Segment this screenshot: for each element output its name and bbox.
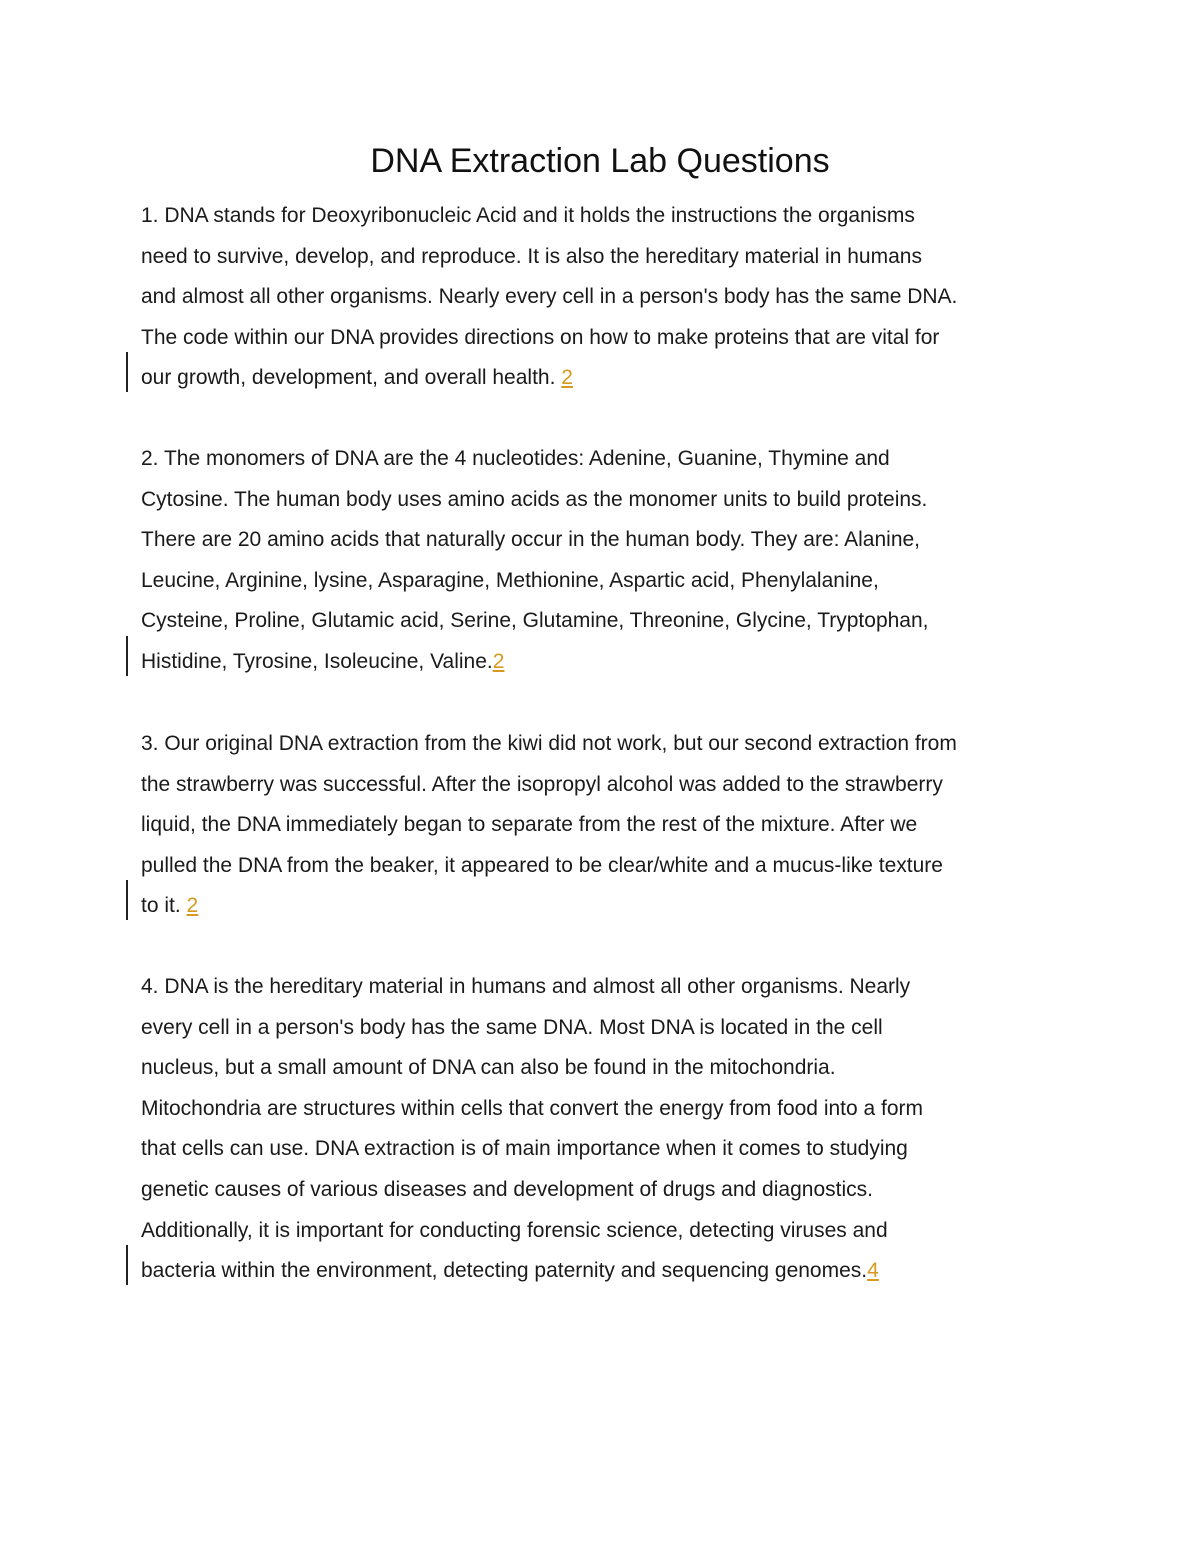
citation-link[interactable]: 2 <box>186 894 199 918</box>
change-bar <box>126 636 128 676</box>
paragraph-line <box>141 358 1071 399</box>
paragraph-line: Cytosine. The human body uses amino acids as the monomer units to build proteins. <box>141 487 928 511</box>
change-bar <box>126 1245 128 1285</box>
change-bar <box>126 880 128 920</box>
paragraph-line: nucleus, but a small amount of DNA can also be found in the mitochondria. <box>141 1056 836 1080</box>
paragraph-line: 2. The monomers of DNA are the 4 nucleotides: Adenine, Guanine, Thymine and <box>141 447 890 470</box>
citation-link[interactable]: 2 <box>561 366 573 390</box>
paragraph-line: every cell in a person's body has the same DNA. Most DNA is located in the cell <box>141 1015 883 1039</box>
answer-paragraph-4 <box>141 967 1071 1292</box>
paragraph-line: The code within our DNA provides directions on how to make proteins that are vital for <box>141 325 940 349</box>
paragraph-line: 1. DNA stands for Deoxyribonucleic Acid and it holds the instructions the organisms <box>141 204 915 227</box>
line-text: Histidine, Tyrosine, Isoleucine, Valine. <box>141 649 493 673</box>
paragraph-line: Leucine, Arginine, lysine, Asparagine, Methionine, Aspartic acid, Phenylalanine, <box>141 568 879 592</box>
answer-paragraph-3 <box>141 724 1071 927</box>
line-text: to it. <box>141 894 187 918</box>
paragraph-line: the strawberry was successful. After the isopropyl alcohol was added to the strawberry <box>141 772 943 796</box>
paragraph-line: pulled the DNA from the beaker, it appeared to be clear/white and a mucus-like texture <box>141 853 943 877</box>
citation-link[interactable]: 2 <box>492 649 505 673</box>
change-bar <box>126 352 128 392</box>
answer-paragraph-1 <box>141 196 1071 399</box>
document-title: DNA Extraction Lab Questions <box>370 142 830 180</box>
answer-paragraph-2 <box>141 439 1071 683</box>
paragraph-line <box>141 886 1071 927</box>
paragraph-line: genetic causes of various diseases and development of drugs and diagnostics. <box>141 1177 873 1201</box>
paragraph-line <box>141 1251 1071 1292</box>
paragraph-line: liquid, the DNA immediately began to separate from the rest of the mixture. After we <box>141 813 918 837</box>
line-text: our growth, development, and overall health. <box>141 366 562 390</box>
paragraph-line: 3. Our original DNA extraction from the kiwi did not work, but our second extraction from <box>141 732 957 755</box>
paragraph-line: Mitochondria are structures within cells that convert the energy from food into a form <box>141 1096 924 1120</box>
paragraph-line: need to survive, develop, and reproduce. It is also the hereditary material in humans <box>141 244 922 268</box>
paragraph-line: that cells can use. DNA extraction is of main importance when it comes to studying <box>141 1137 908 1161</box>
citation-link[interactable]: 4 <box>867 1259 879 1283</box>
paragraph-line: Cysteine, Proline, Glutamic acid, Serine, Glutamine, Threonine, Glycine, Tryptophan, <box>141 609 929 633</box>
paragraph-line: 4. DNA is the hereditary material in humans and almost all other organisms. Nearly <box>141 975 911 998</box>
paragraph-line: There are 20 amino acids that naturally occur in the human body. They are: Alanine, <box>141 528 921 552</box>
line-text: bacteria within the environment, detecting paternity and sequencing genomes. <box>141 1259 868 1283</box>
paragraph-line <box>141 642 1071 683</box>
paragraph-line: Additionally, it is important for conducting forensic science, detecting viruses and <box>141 1218 888 1242</box>
paragraph-line: and almost all other organisms. Nearly every cell in a person's body has the same DNA. <box>141 285 958 309</box>
